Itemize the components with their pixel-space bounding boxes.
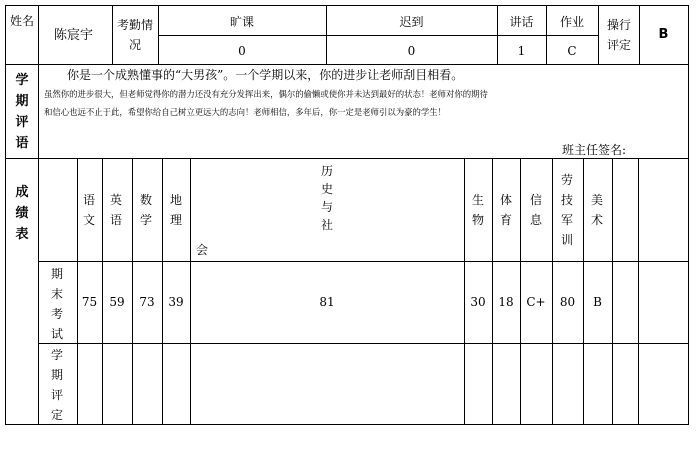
score-it: C+ (526, 295, 546, 309)
border-bottom (5, 424, 688, 425)
rule-header-bottom (5, 64, 688, 65)
rule-s4 (162, 158, 163, 425)
subject-it: 信息 (529, 193, 542, 227)
signature-label: 班主任签名: (562, 143, 627, 157)
score-labor: 80 (559, 295, 576, 309)
homework-label: 作业 (559, 15, 584, 29)
rule-comment-bottom (5, 158, 688, 159)
term-evaluation-label: 学期评定 (50, 348, 63, 422)
rule-s5 (190, 158, 191, 425)
comment-line-2: 虽然你的进步很大，但老师觉得你的潜力还没有充分发挥出来，偶尔的偷懒或使你并未达到最好的状态！老师对你的期待 (44, 89, 488, 99)
comment-line-3: 和信心也远不止于此，希望你给自己树立更远大的志向！老师相信，多年后，你一定是老师引以为豪的学生！ (44, 107, 446, 117)
score-english: 59 (109, 295, 125, 309)
rule-h1 (112, 5, 113, 65)
rule-s9 (552, 158, 553, 425)
score-biology: 30 (470, 295, 486, 309)
subject-english: 英语 (109, 193, 122, 227)
score-geography: 39 (168, 295, 184, 309)
homework-value: C (567, 44, 577, 58)
score-math: 73 (139, 295, 155, 309)
conduct-value: B (658, 27, 669, 42)
rule-s7 (492, 158, 493, 425)
subject-biology: 生物 (471, 193, 484, 227)
score-pe: 18 (498, 295, 514, 309)
comment-line-1: 你是一个成熟懂事的“大男孩”。一个学期以来，你的进步让老师刮目相看。 (67, 68, 464, 82)
score-history: 81 (319, 295, 335, 309)
late-label: 迟到 (399, 15, 424, 29)
final-exam-label: 期末考试 (50, 267, 63, 341)
rule-s1 (77, 158, 78, 425)
absent-label: 旷课 (229, 15, 254, 29)
subject-history-bottom: 会 (196, 243, 209, 257)
border-right (688, 5, 689, 425)
rule-s11 (612, 158, 613, 425)
scores-label: 成绩表 (15, 185, 29, 242)
rule-s8 (520, 158, 521, 425)
rule-h6 (598, 5, 599, 65)
subject-pe: 体育 (499, 193, 512, 227)
border-top (5, 5, 688, 6)
subject-labor: 劳技军训 (560, 173, 573, 247)
speech-label: 讲话 (509, 15, 534, 29)
subject-geography: 地理 (169, 193, 182, 227)
speech-value: 1 (517, 44, 526, 58)
rule-header-mid (158, 35, 598, 36)
rule-s3 (132, 158, 133, 425)
comment-label: 学期评语 (15, 73, 29, 151)
subject-art: 美术 (590, 193, 603, 227)
subject-math: 数学 (139, 193, 152, 227)
subject-history-top: 历史与社 (320, 164, 333, 232)
late-value: 0 (407, 44, 416, 58)
student-name: 陈宸宇 (54, 28, 94, 43)
attendance-label-text: 考勤情况 (117, 18, 154, 52)
attendance-label (117, 15, 153, 55)
border-left (5, 5, 6, 425)
score-art: B (593, 295, 602, 309)
rule-s12 (638, 158, 639, 425)
rule-s10 (583, 158, 584, 425)
rule-s2 (102, 158, 103, 425)
rule-subjects-bottom (38, 261, 688, 262)
subject-chinese: 语文 (82, 193, 95, 227)
rule-final-bottom (38, 343, 688, 344)
name-label: 姓名 (10, 14, 35, 28)
rule-s6 (464, 158, 465, 425)
score-chinese: 75 (81, 295, 98, 309)
absent-value: 0 (238, 44, 246, 58)
rule-label-col (38, 5, 39, 425)
conduct-label: 操行评定 (606, 18, 631, 52)
